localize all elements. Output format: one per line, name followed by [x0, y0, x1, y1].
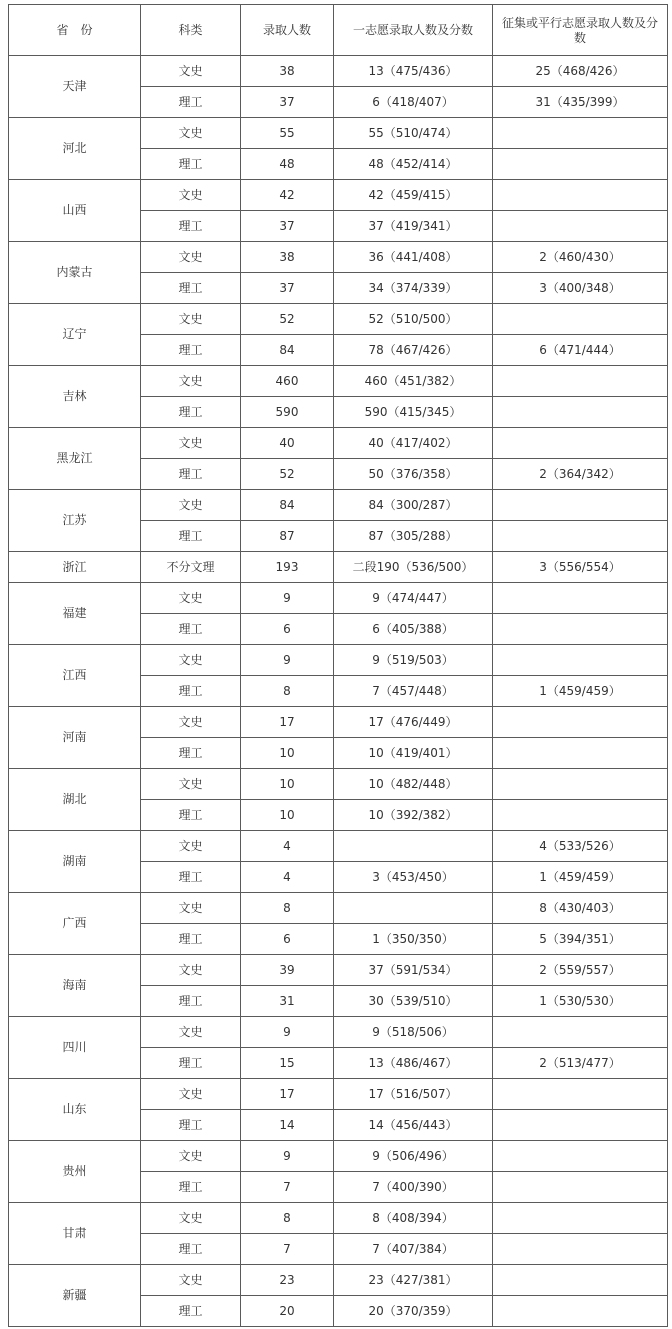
parallel-choice-cell — [493, 397, 668, 428]
admitted-count-cell: 4 — [241, 831, 334, 862]
table-row — [9, 955, 668, 986]
category-cell: 文史 — [141, 118, 241, 149]
first-choice-cell: 13（486/467） — [334, 1048, 493, 1079]
category-cell: 文史 — [141, 366, 241, 397]
parallel-choice-cell — [493, 1265, 668, 1296]
category-cell: 文史 — [141, 769, 241, 800]
category-cell: 文史 — [141, 1017, 241, 1048]
category-cell: 文史 — [141, 304, 241, 335]
category-cell: 理工 — [141, 211, 241, 242]
table-row — [9, 118, 668, 149]
parallel-choice-cell — [493, 1203, 668, 1234]
admitted-count-cell: 52 — [241, 304, 334, 335]
admitted-count-cell: 10 — [241, 769, 334, 800]
province-cell: 海南 — [9, 955, 141, 1017]
first-choice-cell: 52（510/500） — [334, 304, 493, 335]
category-cell: 理工 — [141, 149, 241, 180]
parallel-choice-cell: 25（468/426） — [493, 56, 668, 87]
admitted-count-cell: 42 — [241, 180, 334, 211]
first-choice-cell: 36（441/408） — [334, 242, 493, 273]
province-cell: 内蒙古 — [9, 242, 141, 304]
parallel-choice-cell — [493, 490, 668, 521]
province-cell: 湖北 — [9, 769, 141, 831]
parallel-choice-cell: 4（533/526） — [493, 831, 668, 862]
province-cell: 贵州 — [9, 1141, 141, 1203]
province-cell: 江西 — [9, 645, 141, 707]
first-choice-cell: 9（519/503） — [334, 645, 493, 676]
admitted-count-cell: 7 — [241, 1234, 334, 1265]
first-choice-cell: 10（392/382） — [334, 800, 493, 831]
table-row — [9, 1141, 668, 1172]
first-choice-cell: 20（370/359） — [334, 1296, 493, 1327]
first-choice-cell: 50（376/358） — [334, 459, 493, 490]
first-choice-cell: 48（452/414） — [334, 149, 493, 180]
parallel-choice-cell — [493, 614, 668, 645]
first-choice-cell — [334, 893, 493, 924]
first-choice-cell — [334, 831, 493, 862]
admitted-count-cell: 590 — [241, 397, 334, 428]
parallel-choice-cell: 5（394/351） — [493, 924, 668, 955]
category-cell: 理工 — [141, 614, 241, 645]
parallel-choice-cell — [493, 707, 668, 738]
admitted-count-cell: 10 — [241, 738, 334, 769]
table-row — [9, 893, 668, 924]
category-cell: 不分文理 — [141, 552, 241, 583]
category-cell: 理工 — [141, 1234, 241, 1265]
admitted-count-cell: 39 — [241, 955, 334, 986]
parallel-choice-cell: 1（459/459） — [493, 676, 668, 707]
admitted-count-cell: 37 — [241, 211, 334, 242]
table-row — [9, 1079, 668, 1110]
province-cell: 福建 — [9, 583, 141, 645]
first-choice-cell: 7（407/384） — [334, 1234, 493, 1265]
parallel-choice-cell: 2（364/342） — [493, 459, 668, 490]
admitted-count-cell: 9 — [241, 583, 334, 614]
parallel-choice-cell: 3（556/554） — [493, 552, 668, 583]
province-cell: 山东 — [9, 1079, 141, 1141]
table-row — [9, 1265, 668, 1296]
first-choice-cell: 590（415/345） — [334, 397, 493, 428]
province-cell: 四川 — [9, 1017, 141, 1079]
first-choice-cell: 30（539/510） — [334, 986, 493, 1017]
table-row — [9, 769, 668, 800]
parallel-choice-cell: 1（459/459） — [493, 862, 668, 893]
first-choice-cell: 78（467/426） — [334, 335, 493, 366]
parallel-choice-cell — [493, 521, 668, 552]
category-cell: 文史 — [141, 1203, 241, 1234]
category-cell: 文史 — [141, 1265, 241, 1296]
parallel-choice-cell — [493, 769, 668, 800]
first-choice-cell: 87（305/288） — [334, 521, 493, 552]
table-row — [9, 707, 668, 738]
table-body — [9, 56, 668, 1327]
admitted-count-cell: 6 — [241, 614, 334, 645]
first-choice-cell: 8（408/394） — [334, 1203, 493, 1234]
table-row — [9, 490, 668, 521]
admitted-count-cell: 460 — [241, 366, 334, 397]
header-province: 省 份 — [9, 5, 141, 56]
admitted-count-cell: 84 — [241, 490, 334, 521]
table-header — [9, 5, 668, 56]
province-cell: 浙江 — [9, 552, 141, 583]
province-cell: 天津 — [9, 56, 141, 118]
header-first-choice: 一志愿录取人数及分数 — [334, 5, 493, 56]
admitted-count-cell: 23 — [241, 1265, 334, 1296]
category-cell: 理工 — [141, 1296, 241, 1327]
first-choice-cell: 42（459/415） — [334, 180, 493, 211]
category-cell: 文史 — [141, 56, 241, 87]
admitted-count-cell: 6 — [241, 924, 334, 955]
category-cell: 文史 — [141, 583, 241, 614]
table-row — [9, 831, 668, 862]
admitted-count-cell: 37 — [241, 273, 334, 304]
category-cell: 理工 — [141, 1172, 241, 1203]
category-cell: 文史 — [141, 893, 241, 924]
category-cell: 理工 — [141, 1110, 241, 1141]
table-row — [9, 56, 668, 87]
first-choice-cell: 13（475/436） — [334, 56, 493, 87]
category-cell: 理工 — [141, 335, 241, 366]
parallel-choice-cell: 2（513/477） — [493, 1048, 668, 1079]
category-cell: 理工 — [141, 738, 241, 769]
admitted-count-cell: 4 — [241, 862, 334, 893]
admitted-count-cell: 7 — [241, 1172, 334, 1203]
parallel-choice-cell — [493, 1141, 668, 1172]
parallel-choice-cell: 3（400/348） — [493, 273, 668, 304]
parallel-choice-cell: 31（435/399） — [493, 87, 668, 118]
admitted-count-cell: 55 — [241, 118, 334, 149]
parallel-choice-cell — [493, 738, 668, 769]
category-cell: 文史 — [141, 645, 241, 676]
admitted-count-cell: 84 — [241, 335, 334, 366]
parallel-choice-cell — [493, 645, 668, 676]
first-choice-cell: 9（474/447） — [334, 583, 493, 614]
first-choice-cell: 二段190（536/500） — [334, 552, 493, 583]
parallel-choice-cell: 2（559/557） — [493, 955, 668, 986]
admitted-count-cell: 40 — [241, 428, 334, 459]
parallel-choice-cell — [493, 1110, 668, 1141]
header-admitted: 录取人数 — [241, 5, 334, 56]
admitted-count-cell: 193 — [241, 552, 334, 583]
admitted-count-cell: 8 — [241, 676, 334, 707]
category-cell: 理工 — [141, 397, 241, 428]
parallel-choice-cell: 8（430/403） — [493, 893, 668, 924]
header-parallel-choice: 征集或平行志愿录取人数及分数 — [493, 5, 668, 56]
first-choice-cell: 14（456/443） — [334, 1110, 493, 1141]
category-cell: 理工 — [141, 459, 241, 490]
province-cell: 山西 — [9, 180, 141, 242]
parallel-choice-cell — [493, 1017, 668, 1048]
category-cell: 文史 — [141, 1141, 241, 1172]
category-cell: 文史 — [141, 180, 241, 211]
table-row — [9, 645, 668, 676]
category-cell: 文史 — [141, 428, 241, 459]
province-cell: 河北 — [9, 118, 141, 180]
category-cell: 理工 — [141, 986, 241, 1017]
category-cell: 文史 — [141, 242, 241, 273]
parallel-choice-cell — [493, 1234, 668, 1265]
parallel-choice-cell — [493, 149, 668, 180]
admission-table — [8, 4, 668, 1327]
first-choice-cell: 9（506/496） — [334, 1141, 493, 1172]
header-row — [9, 5, 668, 56]
province-cell: 湖南 — [9, 831, 141, 893]
admitted-count-cell: 37 — [241, 87, 334, 118]
parallel-choice-cell — [493, 211, 668, 242]
parallel-choice-cell — [493, 1079, 668, 1110]
category-cell: 文史 — [141, 831, 241, 862]
parallel-choice-cell — [493, 1296, 668, 1327]
admitted-count-cell: 9 — [241, 645, 334, 676]
first-choice-cell: 6（418/407） — [334, 87, 493, 118]
table-row — [9, 583, 668, 614]
province-cell: 河南 — [9, 707, 141, 769]
admitted-count-cell: 17 — [241, 707, 334, 738]
admitted-count-cell: 14 — [241, 1110, 334, 1141]
first-choice-cell: 17（476/449） — [334, 707, 493, 738]
table-row — [9, 304, 668, 335]
category-cell: 理工 — [141, 862, 241, 893]
first-choice-cell: 37（591/534） — [334, 955, 493, 986]
first-choice-cell: 3（453/450） — [334, 862, 493, 893]
parallel-choice-cell — [493, 428, 668, 459]
category-cell: 理工 — [141, 273, 241, 304]
first-choice-cell: 1（350/350） — [334, 924, 493, 955]
first-choice-cell: 7（457/448） — [334, 676, 493, 707]
admitted-count-cell: 8 — [241, 1203, 334, 1234]
parallel-choice-cell — [493, 366, 668, 397]
admitted-count-cell: 48 — [241, 149, 334, 180]
province-cell: 辽宁 — [9, 304, 141, 366]
admitted-count-cell: 15 — [241, 1048, 334, 1079]
category-cell: 文史 — [141, 707, 241, 738]
category-cell: 文史 — [141, 955, 241, 986]
category-cell: 理工 — [141, 87, 241, 118]
category-cell: 理工 — [141, 676, 241, 707]
admitted-count-cell: 8 — [241, 893, 334, 924]
first-choice-cell: 23（427/381） — [334, 1265, 493, 1296]
table-row — [9, 366, 668, 397]
first-choice-cell: 40（417/402） — [334, 428, 493, 459]
header-category: 科类 — [141, 5, 241, 56]
first-choice-cell: 34（374/339） — [334, 273, 493, 304]
category-cell: 理工 — [141, 800, 241, 831]
province-cell: 黑龙江 — [9, 428, 141, 490]
admitted-count-cell: 52 — [241, 459, 334, 490]
first-choice-cell: 17（516/507） — [334, 1079, 493, 1110]
category-cell: 理工 — [141, 924, 241, 955]
table-row — [9, 242, 668, 273]
table-row — [9, 1017, 668, 1048]
first-choice-cell: 10（482/448） — [334, 769, 493, 800]
parallel-choice-cell: 2（460/430） — [493, 242, 668, 273]
first-choice-cell: 84（300/287） — [334, 490, 493, 521]
admitted-count-cell: 87 — [241, 521, 334, 552]
province-cell: 江苏 — [9, 490, 141, 552]
admitted-count-cell: 31 — [241, 986, 334, 1017]
first-choice-cell: 460（451/382） — [334, 366, 493, 397]
first-choice-cell: 7（400/390） — [334, 1172, 493, 1203]
admitted-count-cell: 9 — [241, 1141, 334, 1172]
table-row — [9, 1203, 668, 1234]
parallel-choice-cell — [493, 180, 668, 211]
admitted-count-cell: 38 — [241, 56, 334, 87]
category-cell: 文史 — [141, 1079, 241, 1110]
parallel-choice-cell — [493, 304, 668, 335]
table-row — [9, 180, 668, 211]
admitted-count-cell: 10 — [241, 800, 334, 831]
table-row — [9, 552, 668, 583]
province-cell: 广西 — [9, 893, 141, 955]
first-choice-cell: 6（405/388） — [334, 614, 493, 645]
province-cell: 甘肃 — [9, 1203, 141, 1265]
admitted-count-cell: 38 — [241, 242, 334, 273]
parallel-choice-cell — [493, 583, 668, 614]
first-choice-cell: 9（518/506） — [334, 1017, 493, 1048]
admitted-count-cell: 20 — [241, 1296, 334, 1327]
first-choice-cell: 10（419/401） — [334, 738, 493, 769]
province-cell: 新疆 — [9, 1265, 141, 1327]
table-row — [9, 428, 668, 459]
category-cell: 理工 — [141, 521, 241, 552]
parallel-choice-cell — [493, 1172, 668, 1203]
admitted-count-cell: 17 — [241, 1079, 334, 1110]
parallel-choice-cell: 1（530/530） — [493, 986, 668, 1017]
first-choice-cell: 37（419/341） — [334, 211, 493, 242]
admitted-count-cell: 9 — [241, 1017, 334, 1048]
category-cell: 文史 — [141, 490, 241, 521]
parallel-choice-cell — [493, 118, 668, 149]
parallel-choice-cell — [493, 800, 668, 831]
first-choice-cell: 55（510/474） — [334, 118, 493, 149]
province-cell: 吉林 — [9, 366, 141, 428]
category-cell: 理工 — [141, 1048, 241, 1079]
parallel-choice-cell: 6（471/444） — [493, 335, 668, 366]
